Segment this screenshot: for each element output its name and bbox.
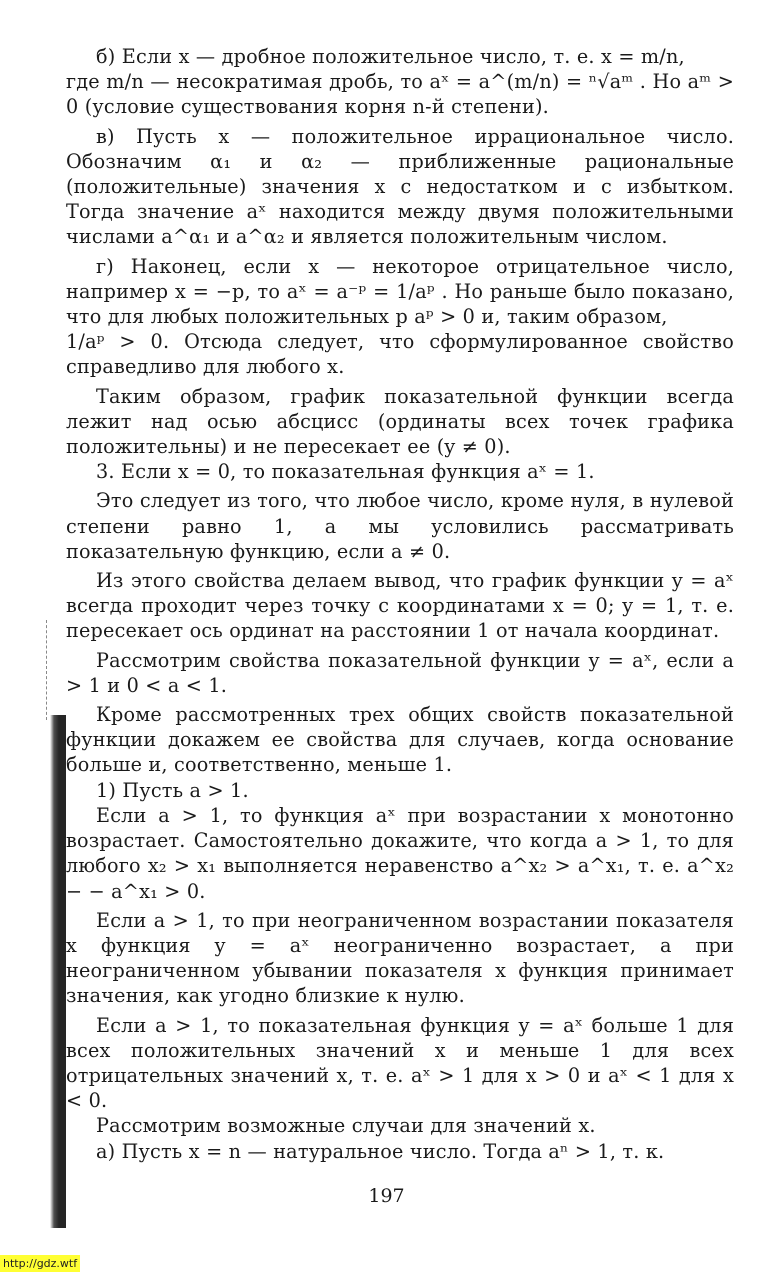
paragraph: а) Пусть x = n — натуральное число. Тогда aⁿ > 1, т. к. xyxy=(96,1139,665,1163)
paragraph: Рассмотрим свойства показательной функции y = aˣ, если a > 1 и 0 < a < 1. xyxy=(66,648,734,697)
paragraph: 1/aᵖ > 0. Отсюда следует, что сформулированное свойство справедливо для любого x. xyxy=(66,330,734,379)
scan-binding-shadow xyxy=(50,715,66,1228)
paragraph: Если a > 1, то при неограниченном возрастании показателя x функция y = aˣ неограниченно возрастает, а при неограниченном убывании показателя x функция принимает значения, как угодно близкие к нулю. xyxy=(66,908,734,1008)
paragraph: Если a > 1, то показательная функция y = aˣ больше 1 для всех положительных значений x и меньше 1 для всех отрицательных значений x, т. е. aˣ > 1 для x > 0 и aˣ < 1 для x < 0. xyxy=(66,1013,734,1113)
scan-edge-marks xyxy=(46,620,55,720)
paragraph: Это следует из того, что любое число, кроме нуля, в нулевой степени равно 1, а мы условились рассматривать показательную функцию, если a ≠ 0. xyxy=(66,489,734,563)
paragraph: 1) Пусть a > 1. xyxy=(96,778,249,802)
paragraph: в) Пусть x — положительное иррациональное число. Обозначим α₁ и α₂ — приближенные рациональные (положительные) значения x с недостатком и с избытком. Тогда значение aˣ находится между двумя положительными числами a^α₁ и a^α₂ и является положительным числом. xyxy=(66,124,734,249)
watermark-link[interactable]: http://gdz.wtf xyxy=(0,1255,80,1272)
page-number: 197 xyxy=(368,1185,405,1207)
paragraph: б) Если x — дробное положительное число, т. е. x = m/n, xyxy=(96,45,685,68)
paragraph: Если a > 1, то функция aˣ при возрастании x монотонно возрастает. Самостоятельно докажите, что когда a > 1, то для любого x₂ > x₁ выполняется неравенство a^x₂ > a^x₁, т. е. a^x₂ − − a^x₁ > 0. xyxy=(66,803,734,903)
paragraph: Кроме рассмотренных трех общих свойств показательной функции докажем ее свойства для случаев, когда основание больше и, соответственно, меньше 1. xyxy=(66,703,734,777)
paragraph: г) Наконец, если x — некоторое отрицательное число, например x = −p, то aˣ = a⁻ᵖ = 1/aᵖ . Но раньше было показано, что для любых положительных p aᵖ > 0 и, таким образом, xyxy=(66,254,734,329)
paragraph: где m/n — несократимая дробь, то aˣ = a^(m/n) = ⁿ√aᵐ . Но aᵐ > 0 (условие существования корня n-й степени). xyxy=(66,70,734,119)
paragraph: Рассмотрим возможные случаи для значений x. xyxy=(96,1114,596,1138)
paragraph: Из этого свойства делаем вывод, что график функции y = aˣ всегда проходит через точку с координатами x = 0; y = 1, т. е. пересекает ось ординат на расстоянии 1 от начала координат. xyxy=(66,569,734,643)
paragraph: 3. Если x = 0, то показательная функция aˣ = 1. xyxy=(96,460,595,484)
page-body-text xyxy=(66,44,734,1164)
paragraph: Таким образом, график показательной функции всегда лежит над осью абсцисс (ординаты всех точек графика положительны) и не пересекает ее (y ≠ 0). xyxy=(66,384,734,459)
